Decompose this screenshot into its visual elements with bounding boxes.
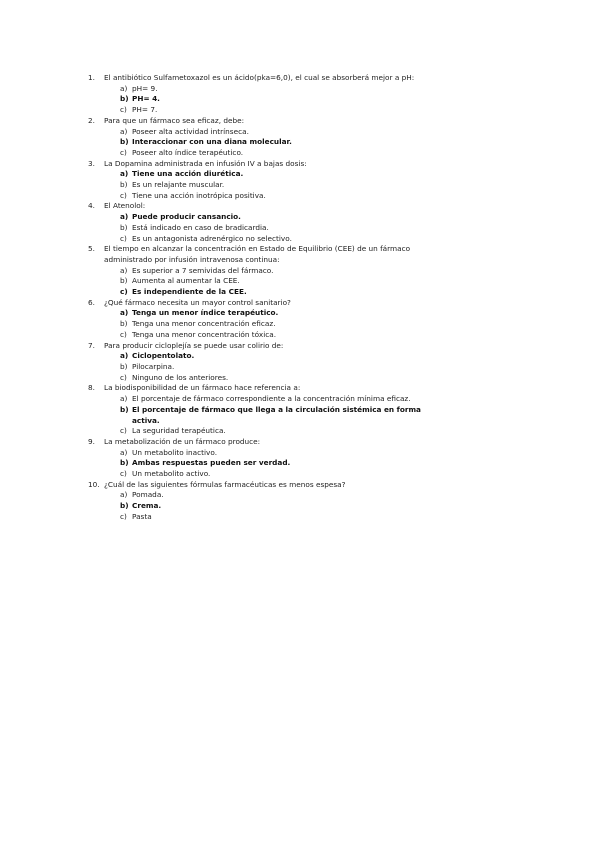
question-item [88, 159, 428, 202]
question-item [88, 437, 428, 480]
option-letter: c) [120, 469, 127, 479]
answer-option [104, 426, 428, 437]
option-letter: b) [120, 458, 129, 468]
answer-option [104, 148, 428, 159]
answer-options [104, 127, 428, 159]
answer-option-correct [104, 501, 428, 512]
answer-option [104, 330, 428, 341]
option-letter: a) [120, 126, 128, 136]
answer-option [104, 276, 428, 287]
answer-option [104, 180, 428, 191]
answer-options [104, 212, 428, 244]
option-text: Es un relajante muscular. [132, 180, 225, 190]
option-text: Pilocarpina. [132, 361, 175, 371]
option-letter: a) [120, 490, 128, 500]
answer-options [104, 490, 428, 522]
option-text: La seguridad terapéutica. [132, 426, 226, 436]
option-text: Tenga una menor concentración tóxica. [132, 329, 277, 339]
option-letter: a) [120, 351, 129, 361]
option-letter: c) [120, 190, 127, 200]
answer-option-correct [104, 94, 428, 105]
option-text: Poseer alta actividad intrínseca. [132, 126, 249, 136]
option-text: Tiene una acción diurética. [132, 169, 244, 179]
option-letter: c) [120, 329, 127, 339]
option-text: Aumenta al aumentar la CEE. [132, 276, 240, 286]
question-text: El Atenolol: [104, 201, 146, 211]
option-text: pH= 9. [132, 83, 158, 93]
option-letter: c) [120, 372, 127, 382]
answer-option [104, 319, 428, 330]
option-text: Pasta [132, 511, 152, 521]
option-letter: a) [120, 265, 128, 275]
option-text: Ninguno de los anteriores. [132, 372, 229, 382]
option-text: Tiene una acción inotrópica positiva. [132, 190, 266, 200]
question-number: 10. [88, 479, 100, 489]
question-item [88, 298, 428, 341]
answer-option [104, 127, 428, 138]
question-item [88, 244, 428, 298]
question-item [88, 201, 428, 244]
answer-options [104, 169, 428, 201]
answer-option-correct [104, 351, 428, 362]
question-list [88, 73, 428, 523]
answer-options [104, 266, 428, 298]
option-text: Un metabolito activo. [132, 469, 211, 479]
answer-options [104, 308, 428, 340]
question-text: La metabolización de un fármaco produce: [104, 436, 261, 446]
answer-option [104, 373, 428, 384]
option-letter: a) [120, 308, 129, 318]
answer-option-correct [104, 308, 428, 319]
question-text: La Dopamina administrada en infusión IV a bajas dosis: [104, 158, 307, 168]
option-text: Pomada. [132, 490, 164, 500]
option-letter: b) [120, 222, 128, 232]
question-number: 5. [88, 244, 95, 254]
question-number: 3. [88, 158, 95, 168]
question-number: 1. [88, 73, 95, 82]
question-number: 9. [88, 436, 95, 446]
option-text: Es un antagonista adrenérgico no selectivo. [132, 233, 292, 243]
option-letter: a) [120, 447, 128, 457]
option-letter: b) [120, 137, 129, 147]
option-text: PH= 4. [132, 94, 160, 104]
answer-option [104, 512, 428, 523]
option-text: Ambas respuestas pueden ser verdad. [132, 458, 291, 468]
question-text: ¿Cuál de las siguientes fórmulas farmacéuticas es menos espesa? [104, 479, 346, 489]
question-text: ¿Qué fármaco necesita un mayor control sanitario? [104, 297, 291, 307]
option-text: Interaccionar con una diana molecular. [132, 137, 292, 147]
answer-option [104, 105, 428, 116]
answer-option [104, 469, 428, 480]
question-text: El tiempo en alcanzar la concentración en Estado de Equilibrio (CEE) de un fármaco administrado por infusión intravenosa continua: [104, 244, 411, 264]
answer-option [104, 223, 428, 234]
answer-option [104, 448, 428, 459]
question-text: El antibiótico Sulfametoxazol es un ácido(pka=6,0), el cual se absorberá mejor a pH: [104, 73, 415, 82]
option-text: El porcentaje de fármaco que llega a la circulación sistémica en forma activa. [132, 404, 421, 425]
answer-option [104, 84, 428, 95]
answer-option-correct [104, 287, 428, 298]
option-text: Puede producir cansancio. [132, 212, 241, 222]
answer-option [104, 490, 428, 501]
answer-option [104, 362, 428, 373]
question-item [88, 116, 428, 159]
option-letter: a) [120, 169, 129, 179]
option-text: Poseer alto índice terapéutico. [132, 147, 244, 157]
option-text: Tenga un menor índice terapéutico. [132, 308, 279, 318]
option-letter: b) [120, 276, 128, 286]
option-letter: b) [120, 361, 128, 371]
option-letter: a) [120, 394, 128, 404]
option-letter: a) [120, 83, 128, 93]
question-number: 8. [88, 383, 95, 393]
answer-options [104, 448, 428, 480]
answer-option-correct [104, 137, 428, 148]
question-text: Para producir cicloplejía se puede usar colirio de: [104, 340, 284, 350]
answer-option [104, 234, 428, 245]
answer-options [104, 351, 428, 383]
option-letter: b) [120, 319, 128, 329]
answer-option-correct [104, 458, 428, 469]
answer-options [104, 84, 428, 116]
option-text: Un metabolito inactivo. [132, 447, 218, 457]
question-item [88, 383, 428, 437]
question-number: 4. [88, 201, 95, 211]
question-text: La biodisponibilidad de un fármaco hace referencia a: [104, 383, 301, 393]
option-letter: c) [120, 147, 127, 157]
answer-option-correct [104, 169, 428, 180]
option-text: El porcentaje de fármaco correspondiente a la concentración mínima eficaz. [132, 394, 411, 404]
question-number: 2. [88, 115, 95, 125]
option-letter: c) [120, 233, 127, 243]
option-text: Tenga una menor concentración eficaz. [132, 319, 276, 329]
option-letter: b) [120, 501, 129, 511]
answer-option-correct [104, 405, 428, 426]
option-letter: b) [120, 94, 129, 104]
answer-option-correct [104, 212, 428, 223]
answer-option [104, 394, 428, 405]
option-text: Es independiente de la CEE. [132, 287, 247, 297]
option-letter: c) [120, 287, 128, 297]
option-letter: c) [120, 511, 127, 521]
option-letter: c) [120, 105, 127, 115]
option-letter: b) [120, 180, 128, 190]
option-letter: c) [120, 426, 127, 436]
answer-option [104, 266, 428, 277]
option-letter: b) [120, 404, 129, 414]
question-item [88, 341, 428, 384]
option-text: Es superior a 7 semividas del fármaco. [132, 265, 274, 275]
option-text: Ciclopentolato. [132, 351, 195, 361]
question-text: Para que un fármaco sea eficaz, debe: [104, 115, 245, 125]
option-text: Crema. [132, 501, 162, 511]
answer-option [104, 191, 428, 202]
answer-options [104, 394, 428, 437]
option-letter: a) [120, 212, 129, 222]
question-number: 7. [88, 340, 95, 350]
option-text: PH= 7. [132, 105, 158, 115]
question-item [88, 480, 428, 523]
question-item [88, 73, 428, 116]
question-number: 6. [88, 297, 95, 307]
option-text: Está indicado en caso de bradicardia. [132, 222, 269, 232]
